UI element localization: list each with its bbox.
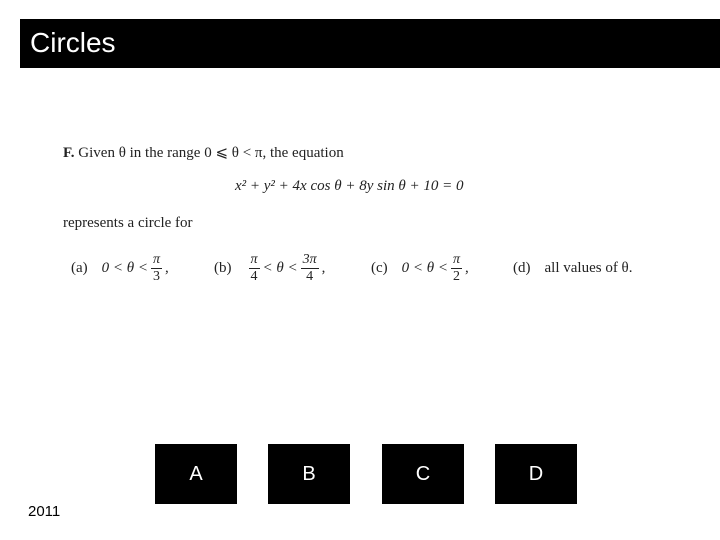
choice-label: (b) [214,259,232,276]
choice-list [71,247,661,289]
choice-punct: , [465,259,469,276]
choice-punct: , [321,259,326,276]
answer-b-button[interactable]: B [268,444,350,504]
choice-label: (c) [371,259,388,276]
choice-a [71,247,169,289]
choice-c [371,247,469,289]
fraction-numerator: 3π [302,251,317,267]
question-prompt: represents a circle for [63,215,193,231]
question-label: F. [63,145,75,161]
choice-label: (a) [71,259,88,276]
question-intro-text: Given θ in the range 0 ⩽ θ < π, the equation [78,145,344,161]
fraction-denominator: 4 [250,268,258,284]
answer-d-button[interactable]: D [495,444,577,504]
fraction [249,252,260,285]
answer-c-button[interactable]: C [382,444,464,504]
fraction-numerator: π [250,251,258,267]
choice-b [214,247,325,289]
choice-text: all values of θ. [544,259,633,276]
fraction [301,252,319,285]
choice-text: 0 < θ < [401,259,449,276]
answer-a-button[interactable]: A [155,444,237,504]
choice-punct: , [165,259,169,276]
slide-title: Circles [30,27,116,58]
fraction-denominator: 3 [153,268,161,284]
fraction-denominator: 4 [306,268,314,284]
title-bar [20,19,720,68]
choice-text: < θ < [262,259,298,276]
question-intro [63,143,344,162]
question-equation: x² + y² + 4x cos θ + 8y sin θ + 10 = 0 [235,178,464,194]
fraction-numerator: π [153,251,161,267]
choice-d [513,247,633,289]
fraction [151,252,162,285]
year-label: 2011 [28,503,61,520]
fraction-denominator: 2 [453,268,461,284]
question-image [63,143,663,293]
choice-label: (d) [513,259,531,276]
choice-text: 0 < θ < [101,259,149,276]
fraction-numerator: π [453,251,461,267]
fraction [451,252,462,285]
